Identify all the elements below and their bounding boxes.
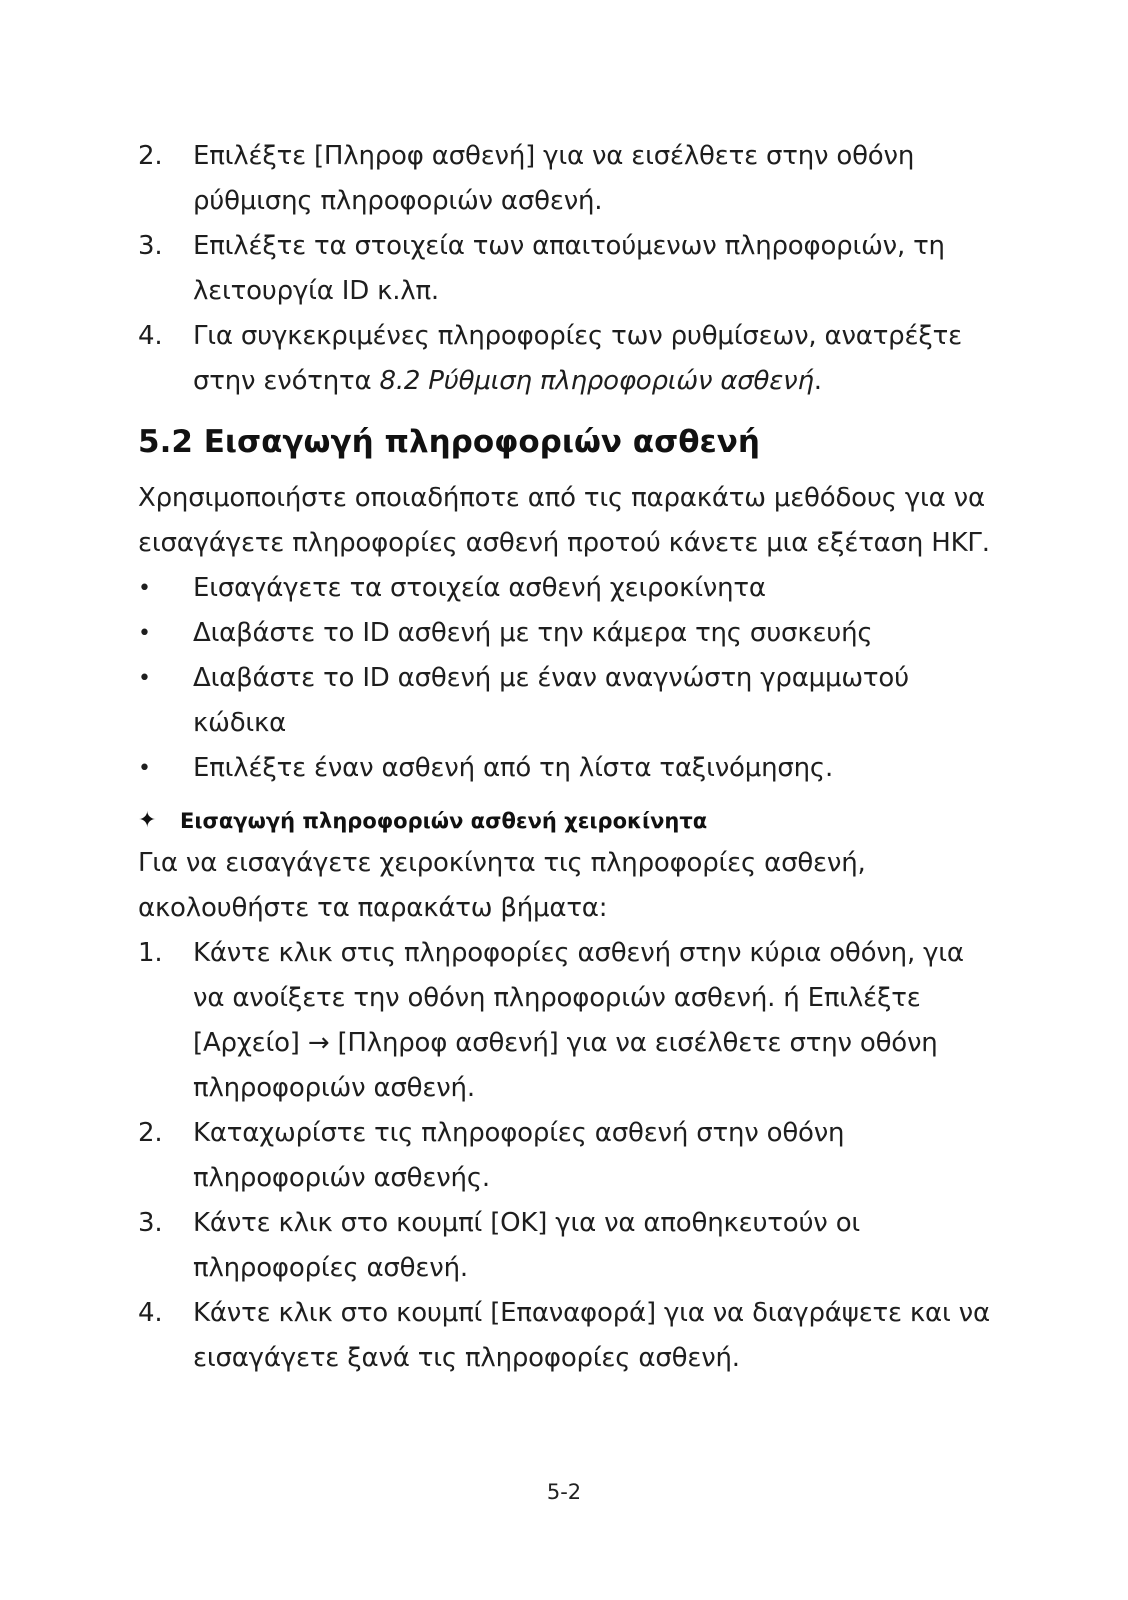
list-item: [138, 1201, 998, 1291]
step-text: Κάντε κλικ στο κουμπί [OK] για να αποθηκευτούν οι πληροφορίες ασθενή.: [193, 1208, 860, 1283]
subsection-intro: Για να εισαγάγετε χειροκίνητα τις πληροφορίες ασθενή, ακολουθήστε τα παρακάτω βήματα:: [138, 848, 866, 923]
page-content: [138, 134, 998, 1381]
step-text-after: .: [813, 366, 822, 396]
bullet-text: Εισαγάγετε τα στοιχεία ασθενή χειροκίνητα: [193, 573, 766, 603]
step-text: Καταχωρίστε τις πληροφορίες ασθενή στην οθόνη πληροφοριών ασθενής.: [193, 1118, 845, 1193]
intro-steps-list: [138, 134, 998, 404]
bullet-icon: •: [138, 756, 151, 781]
step-number: 2.: [138, 1118, 163, 1148]
step-number: 4.: [138, 321, 163, 351]
step-number: 2.: [138, 141, 163, 171]
bullet-icon: •: [138, 576, 151, 601]
bullet-text: Διαβάστε το ID ασθενή με έναν αναγνώστη γραμμωτού κώδικα: [193, 663, 909, 738]
page-number: 5-2: [546, 1480, 582, 1504]
step-text: Επιλέξτε τα στοιχεία των απαιτούμενων πληροφοριών, τη λειτουργία ID κ.λπ.: [193, 231, 945, 306]
list-item: [138, 1111, 998, 1201]
list-item: [138, 224, 998, 314]
step-number: 1.: [138, 938, 163, 968]
list-item: [138, 1291, 998, 1381]
section-reference-link: 8.2 Ρύθμιση πληροφοριών ασθενή: [379, 366, 814, 396]
bullet-text: Επιλέξτε έναν ασθενή από τη λίστα ταξινόμησης.: [193, 753, 834, 783]
four-point-star-icon: ✦: [138, 808, 157, 833]
list-item: [138, 931, 998, 1111]
step-number: 4.: [138, 1298, 163, 1328]
list-item: [138, 611, 998, 656]
step-text: [193, 314, 998, 404]
section-heading: 5.2 Εισαγωγή πληροφοριών ασθενή: [138, 424, 760, 460]
bullet-text: Διαβάστε το ID ασθενή με την κάμερα της συσκευής: [193, 618, 873, 648]
list-item: [138, 314, 998, 404]
subsection-heading-text: Εισαγωγή πληροφοριών ασθενή χειροκίνητα: [180, 809, 708, 833]
step-text: Κάντε κλικ στις πληροφορίες ασθενή στην κύρια οθόνη, για να ανοίξετε την οθόνη πληροφοριών ασθενή. ή Επιλέξτε [Αρχείο] → [Πληροφ ασθενή] για να εισέλθετε στην οθόνη πληροφοριών ασθενή.: [193, 938, 964, 1103]
bullet-icon: •: [138, 621, 151, 646]
step-number: 3.: [138, 231, 163, 261]
bullet-icon: •: [138, 666, 151, 691]
list-item: [138, 134, 998, 224]
list-item: [138, 656, 998, 746]
step-text: Επιλέξτε [Πληροφ ασθενή] για να εισέλθετε στην οθόνη ρύθμισης πληροφοριών ασθενή.: [193, 141, 915, 216]
section-intro: Χρησιμοποιήστε οποιαδήποτε από τις παρακάτω μεθόδους για να εισαγάγετε πληροφορίες ασθενή προτού κάνετε μια εξέταση ΗΚΓ.: [138, 483, 990, 558]
list-item: [138, 746, 998, 791]
subsection-heading: [138, 801, 998, 841]
manual-entry-steps-list: [138, 931, 998, 1381]
step-number: 3.: [138, 1208, 163, 1238]
methods-bullet-list: [138, 566, 998, 791]
step-text: Κάντε κλικ στο κουμπί [Επαναφορά] για να διαγράψετε και να εισαγάγετε ξανά τις πληροφορίες ασθενή.: [193, 1298, 990, 1373]
list-item: [138, 566, 998, 611]
step-text-before: Για συγκεκριμένες πληροφορίες των ρυθμίσεων, ανατρέξτε στην ενότητα: [193, 321, 962, 396]
